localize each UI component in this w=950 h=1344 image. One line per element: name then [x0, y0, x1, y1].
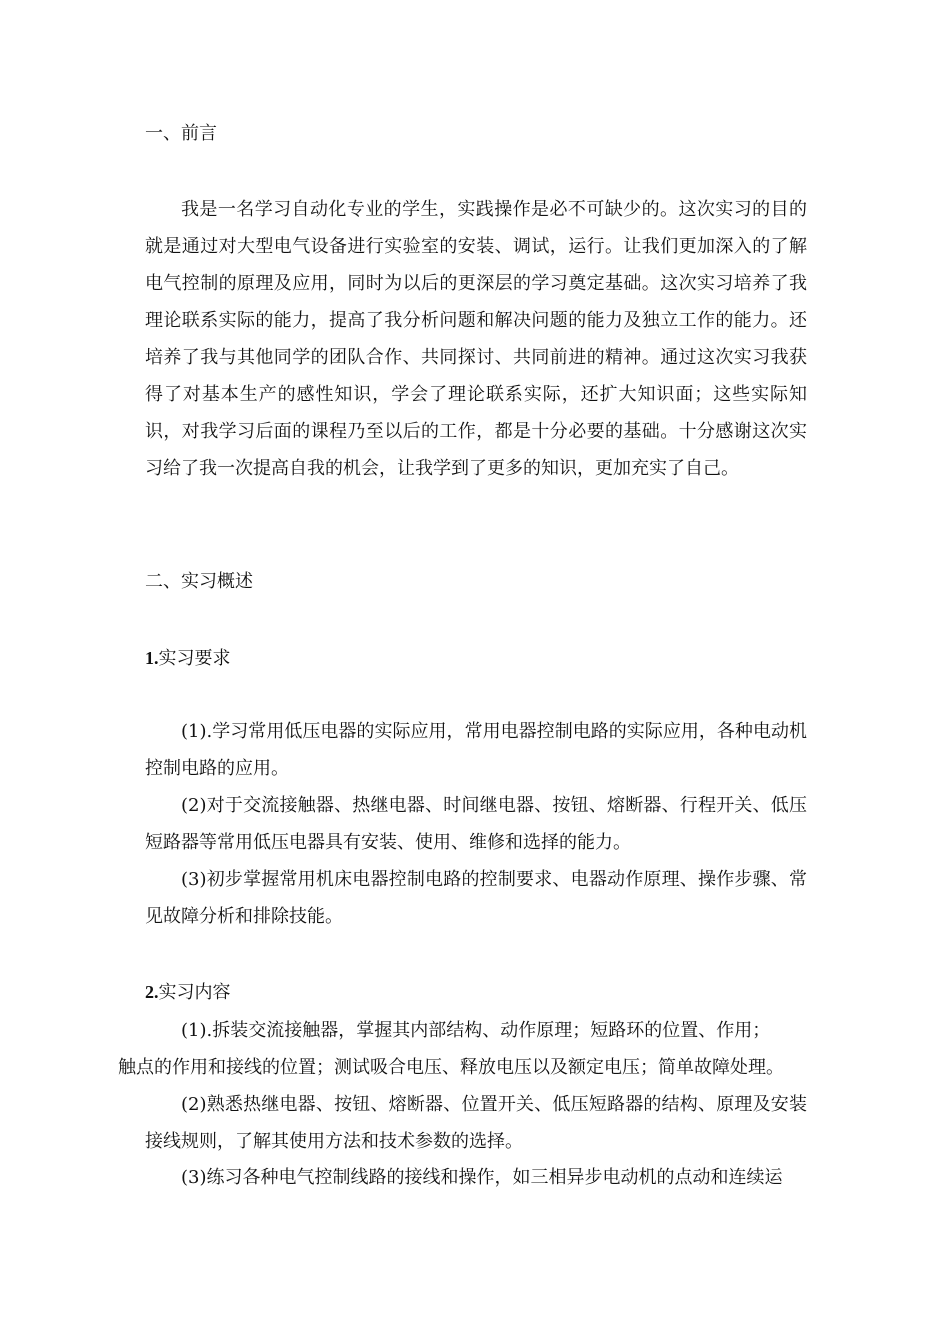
requirement-item-1: (1).学习常用低压电器的实际应用，常用电器控制电路的实际应用，各种电动机控制电路的应用。 — [145, 721, 807, 779]
preface-paragraph: 我是一名学习自动化专业的学生，实践操作是必不可缺少的。这次实习的目的就是通过对大型电气设备进行实验室的安装、调试，运行。让我们更加深入的了解电气控制的原理及应用，同时为以后的更深层的学习奠定基础。这次实习培养了我理论联系实际的能力，提高了我分析问题和解决问题的能力及独立工作的能力。还培养了我与其他同学的团队合作、共同探讨、共同前进的精神。通过这次实习我获得了对基本生产的感性知识，学会了理论联系实际，还扩大知识面；这些实际知识，对我学习后面的课程乃至以后的工作，都是十分必要的基础。十分感谢这次实习给了我一次提高自我的机会，让我学到了更多的知识，更加充实了自己。 — [145, 199, 807, 479]
content-item-1-line-1: (1).拆装交流接触器，掌握其内部结构、动作原理；短路环的位置、作用； — [181, 1020, 771, 1041]
section-title-overview: 二、实习概述 — [145, 571, 253, 592]
section-title-preface: 一、前言 — [145, 123, 217, 144]
subheading-number: 1. — [145, 648, 159, 668]
subheading-requirements — [145, 648, 231, 669]
requirement-item-2: (2)对于交流接触器、热继电器、时间继电器、按钮、熔断器、行程开关、低压短路器等常用低压电器具有安装、使用、维修和选择的能力。 — [145, 795, 807, 853]
content-item-3: (3)练习各种电气控制线路的接线和操作，如三相异步电动机的点动和连续运 — [181, 1167, 783, 1188]
content-item-1-line-2: 触点的作用和接线的位置；测试吸合电压、释放电压以及额定电压；简单故障处理。 — [118, 1057, 784, 1078]
requirement-item-3: (3)初步掌握常用机床电器控制电路的控制要求、电器动作原理、操作步骤、常见故障分析和排除技能。 — [145, 869, 807, 927]
subheading-label: 实习内容 — [158, 982, 231, 1003]
content-item-2: (2)熟悉热继电器、按钮、熔断器、位置开关、低压短路器的结构、原理及安装接线规则，了解其使用方法和技术参数的选择。 — [145, 1094, 807, 1152]
subheading-label: 实习要求 — [158, 648, 231, 669]
subheading-content — [145, 982, 231, 1003]
subheading-number: 2. — [145, 982, 159, 1002]
